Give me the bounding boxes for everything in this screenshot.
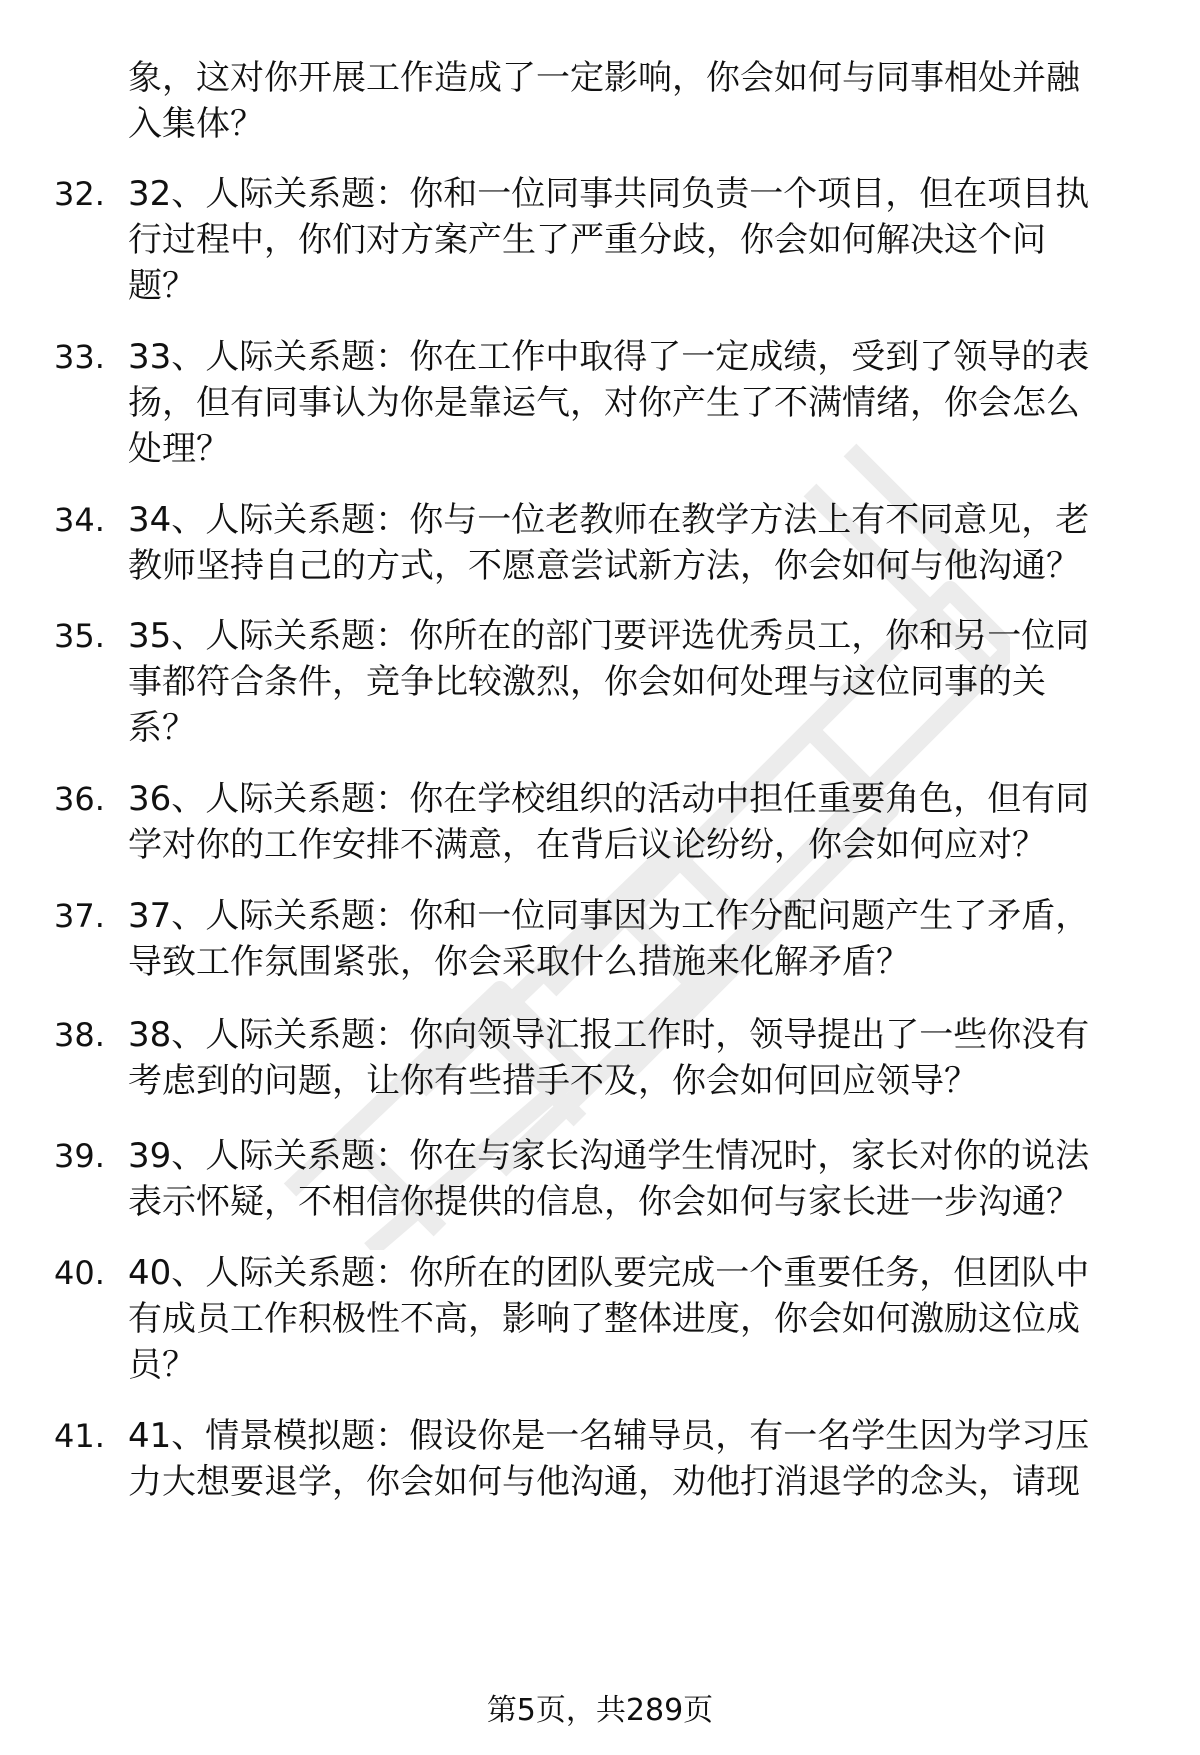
question-line: 考虑到的问题，让你有些措手不及，你会如何回应领导？ xyxy=(128,1061,978,1101)
question-number: 32. xyxy=(54,175,105,213)
question-line: 导致工作氛围紧张，你会采取什么措施来化解矛盾？ xyxy=(128,942,910,982)
question-text xyxy=(128,334,1148,472)
question-line: 教师坚持自己的方式，不愿意尝试新方法，你会如何与他沟通？ xyxy=(128,546,1080,586)
question-text xyxy=(128,1250,1148,1388)
question-line: 有成员工作积极性不高，影响了整体进度，你会如何激励这位成 xyxy=(128,1299,1080,1339)
question-line: 33、人际关系题：你在工作中取得了一定成绩，受到了领导的表 xyxy=(128,337,1090,377)
question-text xyxy=(128,497,1148,589)
question-number: 35. xyxy=(54,617,105,655)
question-text xyxy=(128,1012,1148,1104)
question-text xyxy=(128,893,1148,985)
question-line: 39、人际关系题：你在与家长沟通学生情况时，家长对你的说法 xyxy=(128,1136,1090,1176)
question-line: 学对你的工作安排不满意，在背后议论纷纷，你会如何应对？ xyxy=(128,825,1046,865)
question-line: 38、人际关系题：你向领导汇报工作时，领导提出了一些你没有 xyxy=(128,1015,1090,1055)
question-line: 32、人际关系题：你和一位同事共同负责一个项目，但在项目执 xyxy=(128,174,1090,214)
question-text xyxy=(128,171,1148,309)
question-number: 39. xyxy=(54,1137,105,1175)
question-text xyxy=(128,55,1148,147)
question-line: 处理？ xyxy=(128,429,230,469)
question-line: 表示怀疑，不相信你提供的信息，你会如何与家长进一步沟通？ xyxy=(128,1182,1080,1222)
question-line: 题？ xyxy=(128,266,196,306)
question-number: 34. xyxy=(54,501,105,539)
question-text xyxy=(128,1413,1148,1505)
question-line: 行过程中，你们对方案产生了严重分歧，你会如何解决这个问 xyxy=(128,220,1046,260)
question-number: 40. xyxy=(54,1254,105,1292)
question-line: 35、人际关系题：你所在的部门要评选优秀员工，你和另一位同 xyxy=(128,616,1090,656)
question-number: 41. xyxy=(54,1417,105,1455)
question-number: 33. xyxy=(54,338,105,376)
question-line: 员？ xyxy=(128,1345,196,1385)
question-line: 扬，但有同事认为你是靠运气，对你产生了不满情绪，你会怎么 xyxy=(128,383,1080,423)
question-number: 36. xyxy=(54,780,105,818)
question-line: 入集体？ xyxy=(128,104,264,144)
question-line: 系？ xyxy=(128,708,196,748)
question-line: 34、人际关系题：你与一位老教师在教学方法上有不同意见，老 xyxy=(128,500,1090,540)
question-line: 象，这对你开展工作造成了一定影响，你会如何与同事相处并融 xyxy=(128,58,1080,98)
question-text xyxy=(128,776,1148,868)
question-number: 38. xyxy=(54,1016,105,1054)
question-line: 40、人际关系题：你所在的团队要完成一个重要任务，但团队中 xyxy=(128,1253,1090,1293)
question-line: 37、人际关系题：你和一位同事因为工作分配问题产生了矛盾， xyxy=(128,896,1090,936)
question-text xyxy=(128,613,1148,751)
page-number-footer: 第5页，共289页 xyxy=(486,1693,714,1728)
question-line: 41、情景模拟题：假设你是一名辅导员，有一名学生因为学习压 xyxy=(128,1416,1090,1456)
question-line: 事都符合条件，竞争比较激烈，你会如何处理与这位同事的关 xyxy=(128,662,1046,702)
question-text xyxy=(128,1133,1148,1225)
question-line: 力大想要退学，你会如何与他沟通，劝他打消退学的念头，请现 xyxy=(128,1462,1080,1502)
question-number: 37. xyxy=(54,897,105,935)
question-line: 36、人际关系题：你在学校组织的活动中担任重要角色，但有同 xyxy=(128,779,1090,819)
